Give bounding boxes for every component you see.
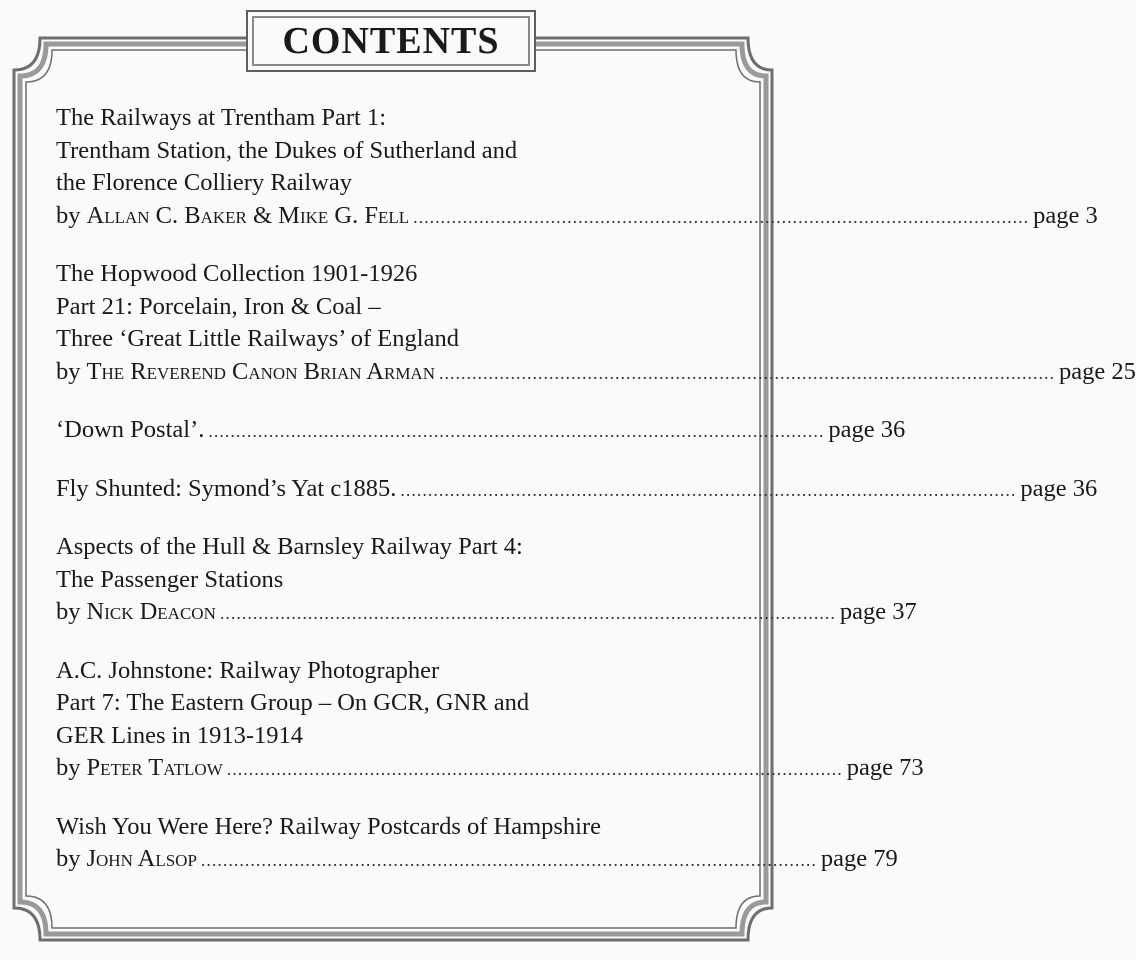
by-label: by [56, 754, 81, 781]
contents-entry [56, 811, 898, 877]
contents-entry [56, 258, 1136, 389]
entry-author: Nick Deacon [86, 598, 216, 625]
entry-title-line: Aspects of the Hull & Barnsley Railway Part 4: [56, 533, 523, 560]
contents-heading: CONTENTS [282, 20, 500, 62]
entry-title-line: Wish You Were Here? Railway Postcards of Hampshire [56, 812, 602, 840]
entry-page-number: page 73 [846, 754, 924, 781]
entry-title-line: the Florence Colliery Railway [56, 169, 352, 196]
entry-byline [56, 356, 1136, 390]
entry-title-line: The Hopwood Collection 1901-1926 [56, 260, 418, 287]
entry-byline [56, 596, 917, 630]
entry-title-line: The Railways at Trentham Part 1: [56, 104, 387, 131]
entry-author: John Alsop [86, 845, 197, 872]
contents-list [56, 102, 1136, 902]
by-label: by [56, 357, 81, 385]
entry-single-line [56, 473, 1098, 507]
entry-page-number: page 79 [820, 845, 898, 872]
entry-author: Peter Tatlow [86, 754, 223, 781]
entry-title: ‘Down Postal’. [56, 416, 205, 443]
entry-title-line: Part 7: The Eastern Group – On GCR, GNR and [56, 689, 530, 716]
contents-entry [56, 473, 1098, 507]
contents-entry [56, 102, 1098, 233]
entry-byline [56, 200, 1098, 234]
contents-entry [56, 655, 924, 786]
entry-title-line: The Passenger Stations [56, 565, 284, 593]
dot-leader: ................................................................................................................ [226, 759, 843, 779]
entry-single-line [56, 414, 906, 448]
by-label: by [56, 845, 81, 872]
entry-page-number: page 3 [1033, 201, 1098, 229]
entry-page-number: page 37 [839, 598, 917, 625]
contents-entry [56, 414, 906, 448]
dot-leader: ................................................................................................................ [400, 479, 1017, 500]
entry-author: Allan C. Baker & Mike G. Fell [86, 201, 410, 229]
contents-heading-box [246, 10, 536, 72]
entry-byline [56, 752, 924, 786]
entry-page-number: page 36 [1020, 474, 1098, 502]
by-label: by [56, 598, 81, 625]
entry-title-line: Trentham Station, the Dukes of Sutherland and [56, 136, 518, 164]
entry-page-number: page 25 [1058, 357, 1136, 385]
entry-title-line: Three ‘Great Little Railways’ of England [56, 325, 459, 352]
entry-title-line: A.C. Johnstone: Railway Photographer [56, 656, 440, 684]
entry-page-number: page 36 [828, 416, 906, 443]
dot-leader: ................................................................................................................ [413, 206, 1030, 227]
dot-leader: ................................................................................................................ [200, 850, 817, 870]
entry-title-line: GER Lines in 1913-1914 [56, 721, 304, 749]
contents-entry [56, 531, 917, 630]
entry-title: Fly Shunted: Symond’s Yat c1885. [56, 474, 397, 502]
dot-leader: ................................................................................................................ [438, 362, 1055, 383]
dot-leader: ................................................................................................................ [208, 421, 825, 441]
entry-author: The Reverend Canon Brian Arman [86, 357, 435, 385]
by-label: by [56, 201, 81, 229]
dot-leader: ................................................................................................................ [219, 603, 836, 623]
entry-byline [56, 843, 898, 877]
entry-title-line: Part 21: Porcelain, Iron & Coal – [56, 292, 381, 320]
